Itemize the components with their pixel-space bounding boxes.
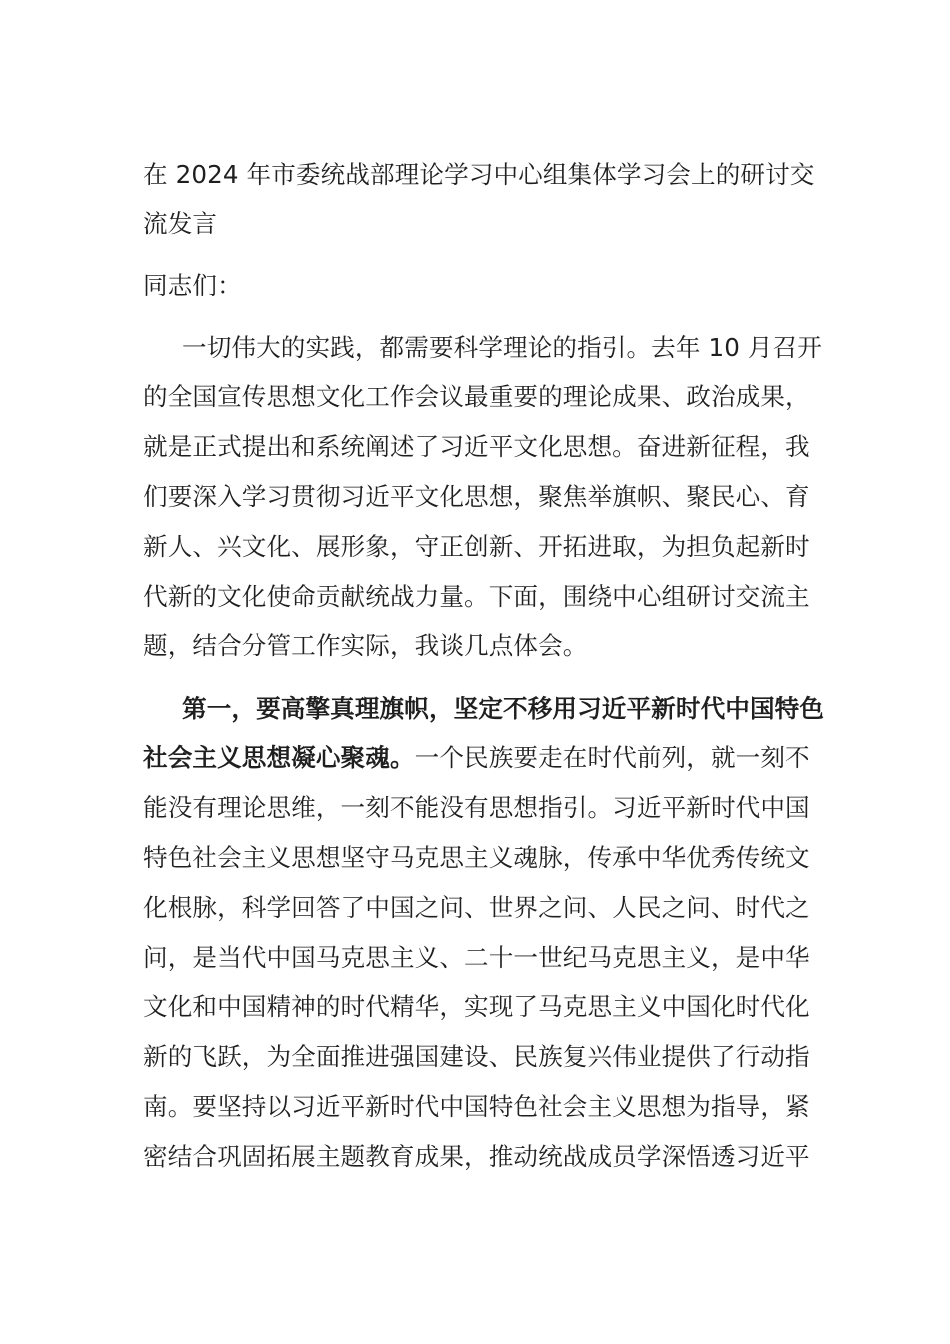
paragraph-line <box>143 738 843 778</box>
paragraph-line: 问，是当代中国马克思主义、二十一世纪马克思主义，是中华 <box>143 943 810 972</box>
paragraph-line: 就是正式提出和系统阐述了习近平文化思想。奋进新征程，我 <box>143 432 810 461</box>
paragraph-line: 们要深入学习贯彻习近平文化思想，聚焦举旗帜、聚民心、育 <box>143 482 810 511</box>
paragraph-line: 一切伟大的实践，都需要科学理论的指引。去年 10 月召开 <box>182 333 822 362</box>
paragraph-line: 文化和中国精神的时代精华，实现了马克思主义中国化时代化 <box>143 992 810 1021</box>
document-title-line-2: 流发言 <box>143 209 218 238</box>
paragraph-line: 新人、兴文化、展形象，守正创新、开拓进取，为担负起新时 <box>143 532 810 561</box>
paragraph-line: 题，结合分管工作实际，我谈几点体会。 <box>143 631 588 660</box>
section-heading: 社会主义思想凝心聚魂。 <box>143 743 415 772</box>
paragraph-line: 新的飞跃，为全面推进强国建设、民族复兴伟业提供了行动指 <box>143 1042 810 1071</box>
paragraph-line: 代新的文化使命贡献统战力量。下面，围绕中心组研讨交流主 <box>143 582 810 611</box>
paragraph-line: 的全国宣传思想文化工作会议最重要的理论成果、政治成果， <box>143 382 810 411</box>
paragraph-line: 密结合巩固拓展主题教育成果，推动统战成员学深悟透习近平 <box>143 1142 810 1171</box>
section-heading: 第一，要高擎真理旗帜，坚定不移用习近平新时代中国特色 <box>182 694 825 723</box>
paragraph-line: 化根脉，科学回答了中国之问、世界之问、人民之问、时代之 <box>143 893 810 922</box>
paragraph-text: 一个民族要走在时代前列，就一刻不 <box>414 743 810 772</box>
paragraph-line: 能没有理论思维，一刻不能没有思想指引。习近平新时代中国 <box>143 793 810 822</box>
salutation: 同志们： <box>143 271 242 300</box>
paragraph-line: 特色社会主义思想坚守马克思主义魂脉，传承中华优秀传统文 <box>143 843 810 872</box>
document-title-line-1: 在 2024 年市委统战部理论学习中心组集体学习会上的研讨交 <box>143 160 815 189</box>
paragraph-line: 南。要坚持以习近平新时代中国特色社会主义思想为指导，紧 <box>143 1092 810 1121</box>
